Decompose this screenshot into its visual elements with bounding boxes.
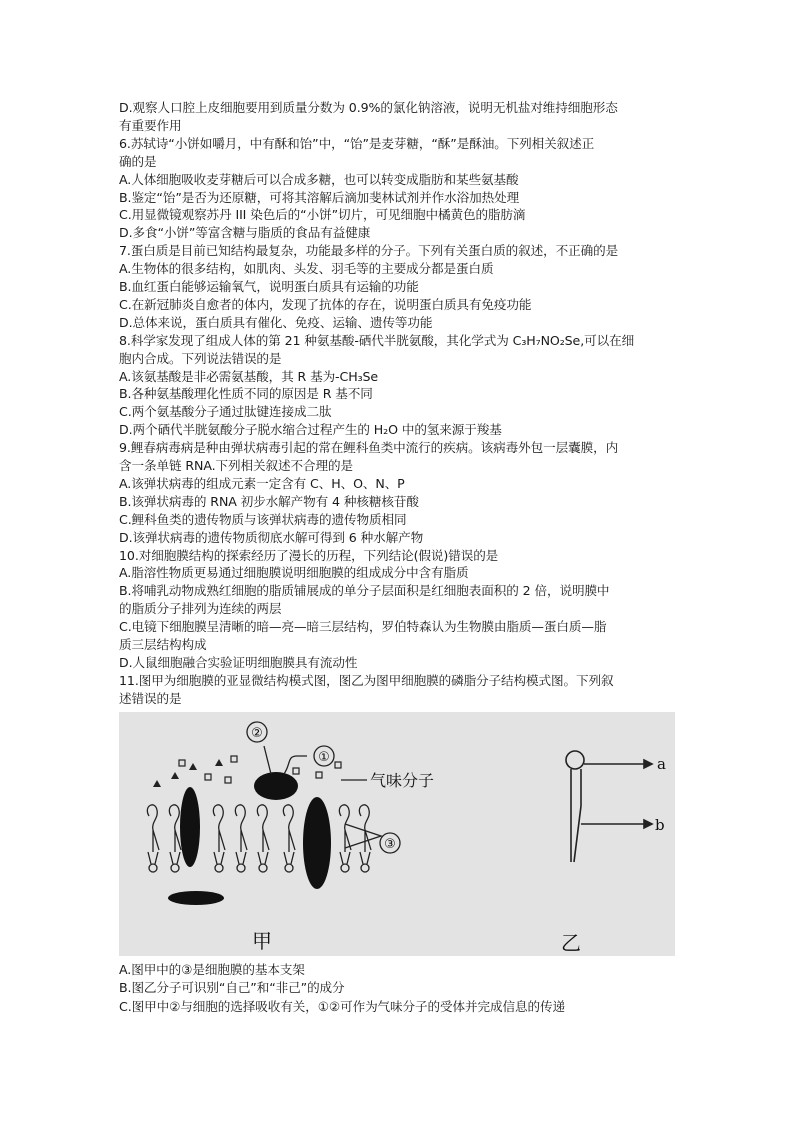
text-line: C.电镜下细胞膜呈清晰的暗—亮—暗三层结构，罗伯特森认为生物膜由脂质—蛋白质—脂 (119, 619, 607, 635)
phospholipid-lower-head (285, 864, 293, 872)
text-line: B.各种氨基酸理化性质不同的原因是 R 基不同 (119, 386, 373, 402)
phospholipid-lower-head (215, 864, 223, 872)
text-line: B.该弹状病毒的 RNA 初步水解产物有 4 种核糖核苷酸 (119, 493, 419, 509)
label-1: ① (318, 750, 330, 765)
phospholipid-upper (257, 805, 269, 852)
membrane-figure (119, 712, 675, 956)
text-line: C.在新冠肺炎自愈者的体内，发现了抗体的存在，说明蛋白质具有免疫功能 (119, 296, 532, 312)
phospholipid-lower-head (171, 864, 179, 872)
phospholipid-lower-head (259, 864, 267, 872)
text-line: D.两个硒代半胱氨酸分子脱水缩合过程产生的 H₂O 中的氢来源于羧基 (119, 422, 502, 438)
membrane-proteins (168, 772, 331, 905)
phospholipid-lower-head (149, 864, 157, 872)
phospholipid-upper (213, 805, 225, 852)
phospholipid-lower-head (361, 864, 369, 872)
text-line: A.该氨基酸是非必需氨基酸，其 R 基为-CH₃Se (119, 368, 379, 384)
phospholipid-upper (339, 805, 351, 852)
phospholipid-lower-tail (214, 852, 224, 864)
phospholipid-molecule (566, 751, 652, 862)
text-line: 9.鲤春病毒病是种由弹状病毒引起的常在鲤科鱼类中流行的疾病。该病毒外包一层囊膜，内 (119, 440, 619, 456)
text-line: B.血红蛋白能够运输氧气，说明蛋白质具有运输的功能 (119, 279, 419, 294)
text-line: 有重要作用 (119, 117, 182, 133)
caption-yi: 乙 (561, 931, 581, 955)
odor-molecule-label: 气味分子 (370, 771, 435, 790)
text-line: 确的是 (119, 153, 157, 169)
phospholipid-upper (359, 805, 371, 852)
membrane-diagram (119, 712, 675, 956)
text-line: C.鲤科鱼类的遗传物质与该弹状病毒的遗传物质相同 (119, 511, 407, 527)
text-line: C.用显微镜观察苏丹 III 染色后的“小饼”切片，可见细胞中橘黄色的脂肪滴 (119, 207, 526, 223)
text-line: A.生物体的很多结构，如肌肉、头发、羽毛等的主要成分都是蛋白质 (119, 261, 494, 277)
caption-jia: 甲 (252, 929, 272, 953)
phospholipid-upper (169, 805, 181, 852)
text-line: D.多食“小饼”等富含糖与脂质的食品有益健康 (119, 225, 371, 241)
phospholipid-lower-tail (284, 852, 294, 864)
label-2: ② (251, 726, 263, 741)
phospholipid-lower-tail (258, 852, 268, 864)
text-line: 质三层结构构成 (119, 637, 207, 652)
text-line: B.将哺乳动物成熟红细胞的脂质铺展成的单分子层面积是红细胞表面积的 2 倍，说明膜中 (119, 583, 610, 599)
text-line: 10.对细胞膜结构的探索经历了漫长的历程，下列结论(假说)错误的是 (119, 547, 499, 563)
label-3: ③ (384, 837, 396, 852)
text-line: C.两个氨基酸分子通过肽键连接成二肽 (119, 404, 332, 420)
phospholipid-lower-tail (148, 852, 158, 864)
text-line: 8.科学家发现了组成人体的第 21 种氨基酸-硒代半胱氨酸，其化学式为 C₃H₇NO₂Se,可以在细 (119, 332, 635, 348)
phospholipid-lower-tail (340, 852, 350, 864)
text-line: 述错误的是 (119, 690, 182, 706)
text-line: 含一条单链 RNA.下列相关叙述不合理的是 (119, 458, 353, 473)
phospholipid-lower-head (237, 864, 245, 872)
text-line: A.脂溶性物质更易通过细胞膜说明细胞膜的组成成分中含有脂质 (119, 565, 469, 581)
option-line: B.图乙分子可识别“自己”和“非己”的成分 (119, 980, 345, 996)
text-line: 11.图甲为细胞膜的亚显微结构模式图，图乙为图甲细胞膜的磷脂分子结构模式图。下列叙 (119, 672, 614, 688)
text-line: B.鉴定“饴”是否为还原糖，可将其溶解后滴加斐林试剂并作水浴加热处理 (119, 189, 520, 205)
text-line: A.该弹状病毒的组成元素一定含有 C、H、O、N、P (119, 475, 405, 491)
text-line: 7.蛋白质是目前已知结构最复杂，功能最多样的分子。下列有关蛋白质的叙述，不正确的是 (119, 243, 619, 259)
text-line: A.人体细胞吸收麦芽糖后可以合成多糖，也可以转变成脂肪和某些氨基酸 (119, 171, 519, 187)
phospholipid-lower-head (341, 864, 349, 872)
text-line: D.总体来说，蛋白质具有催化、免疫、运输、遗传等功能 (119, 314, 433, 330)
text-line: 的脂质分子排列为连续的两层 (119, 601, 282, 617)
phospholipid-upper (147, 805, 159, 852)
text-line: D.人鼠细胞融合实验证明细胞膜具有流动性 (119, 654, 358, 670)
text-line: 胞内合成。下列说法错误的是 (119, 350, 282, 366)
phospholipid-lower-tail (360, 852, 370, 864)
phospholipid-upper (235, 805, 247, 852)
label-b: b (655, 816, 665, 834)
option-line: A.图甲中的③是细胞膜的基本支架 (119, 962, 305, 977)
text-line: D.该弹状病毒的遗传物质彻底水解可得到 6 种水解产物 (119, 529, 424, 545)
odor-molecules (153, 756, 341, 787)
label-a: a (657, 755, 666, 773)
phospholipid-lower-tail (236, 852, 246, 864)
text-line: D.观察人口腔上皮细胞要用到质量分数为 0.9%的氯化钠溶液，说明无机盐对维持细胞形态 (119, 100, 618, 115)
option-line: C.图甲中②与细胞的选择吸收有关，①②可作为气味分子的受体并完成信息的传递 (119, 998, 565, 1014)
phospholipid-lower-tail (170, 852, 180, 864)
phospholipid-upper (283, 805, 295, 852)
text-line: 6.苏轼诗“小饼如嚼月，中有酥和饴”中，“饴”是麦芽糖，“酥”是酥油。下列相关叙述正 (119, 135, 595, 151)
